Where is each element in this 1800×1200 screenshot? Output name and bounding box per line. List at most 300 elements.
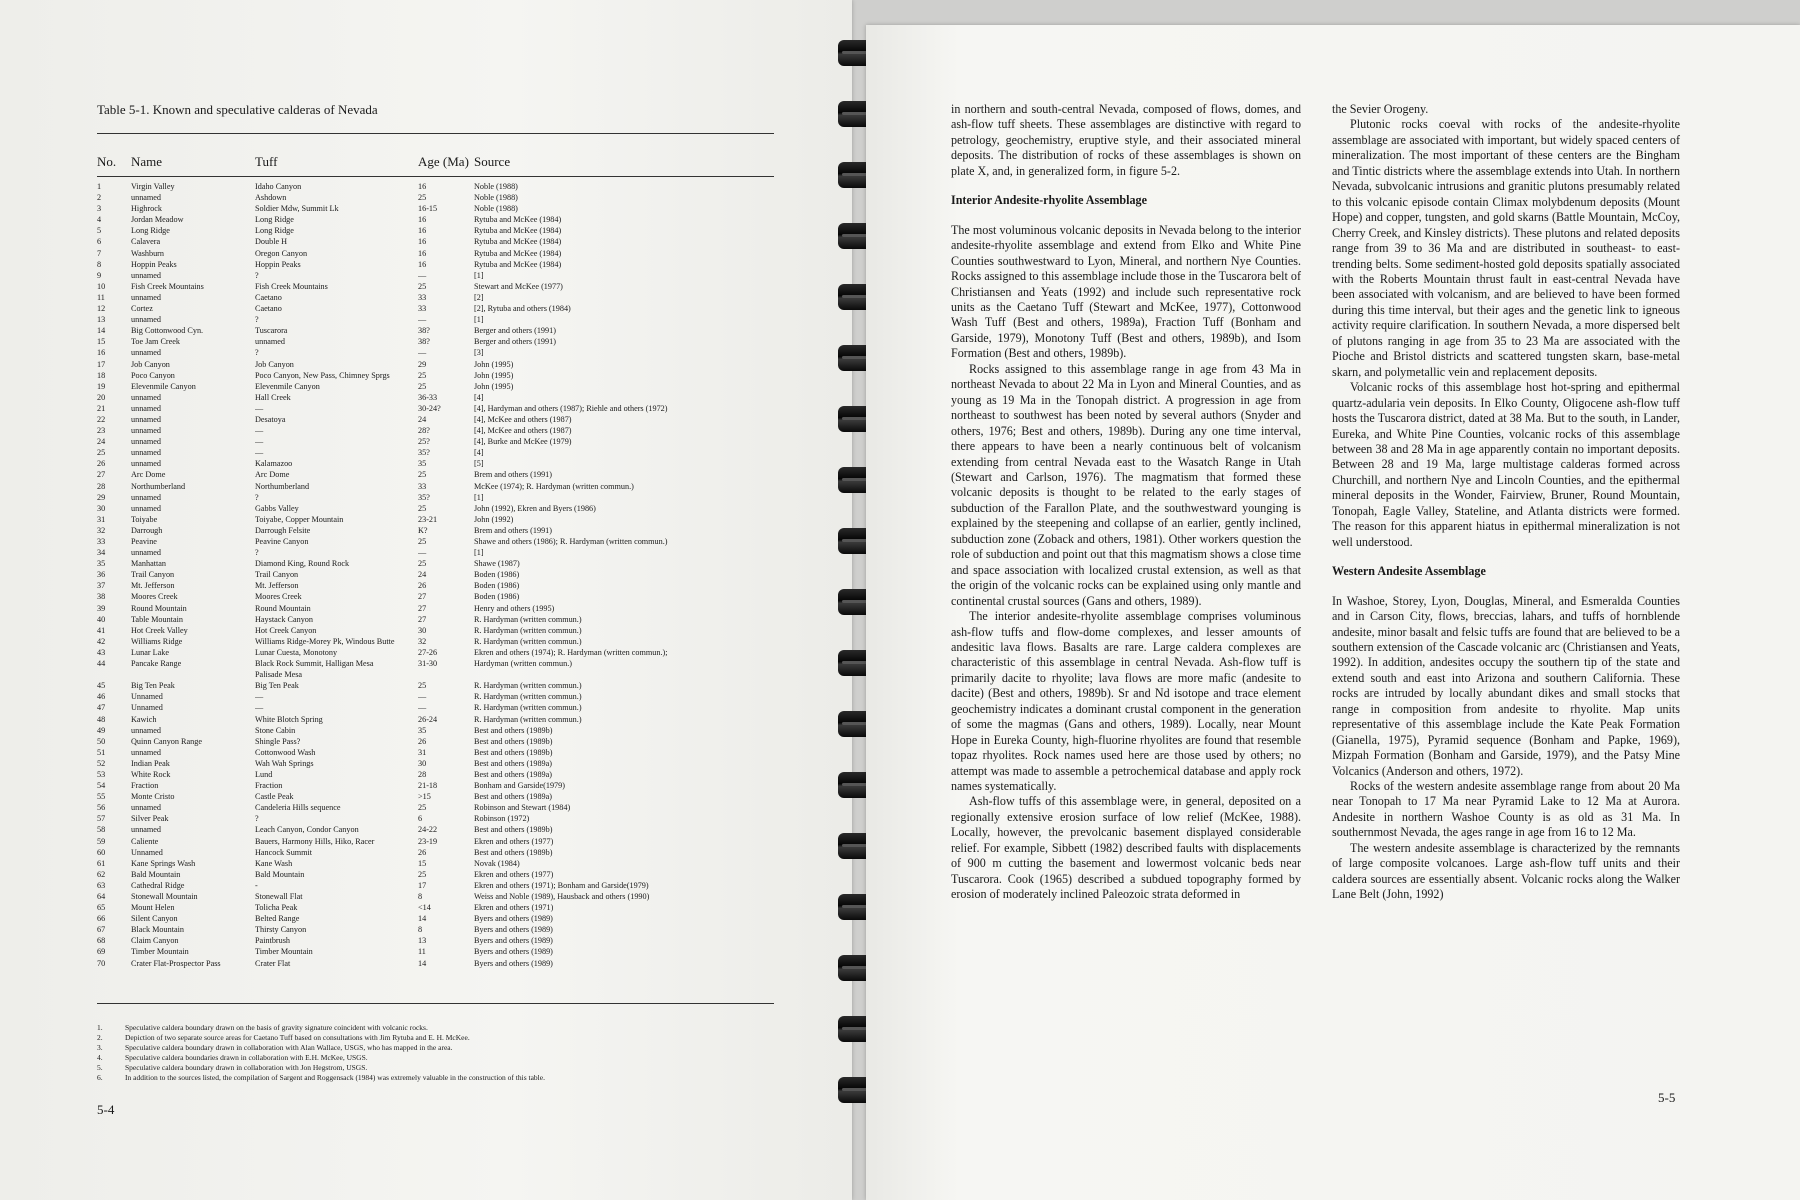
paragraph: the Sevier Orogeny. [1332, 102, 1429, 116]
cell-source: Boden (1986) [474, 570, 520, 580]
table-row [97, 436, 774, 447]
cell-no: 6 [97, 237, 102, 247]
cell-age [418, 669, 474, 680]
table-row [97, 836, 774, 847]
cell-no: 37 [97, 581, 106, 591]
cell-name: unnamed [131, 414, 162, 424]
cell-source: Best and others (1989a) [474, 769, 552, 779]
cell-no: 39 [97, 603, 106, 613]
cell-source: [5] [474, 459, 484, 469]
cell-tuff: Timber Mountain [255, 947, 313, 957]
table-row [97, 702, 774, 713]
cell-tuff: — [255, 692, 264, 702]
cell-source: John (1995) [474, 359, 514, 369]
cell-age: 16 [418, 215, 427, 225]
cell-age: 30-24? [418, 403, 441, 413]
cell-name: Kawich [131, 714, 157, 724]
cell-name: Washburn [131, 248, 164, 258]
table-row [97, 880, 774, 891]
cell-no: 11 [97, 292, 105, 302]
text-column-left [951, 102, 1301, 903]
cell-no: 70 [97, 958, 106, 968]
cell-no: 35 [97, 559, 106, 569]
table-row [97, 747, 774, 758]
cell-name: Mt. Jefferson [131, 581, 175, 591]
cell-source: John (1995) [474, 370, 514, 380]
cell-tuff: Double H [255, 237, 288, 247]
cell-name: Cathedral Ridge [131, 880, 185, 890]
table-row [97, 392, 774, 403]
footnote [97, 1073, 777, 1083]
cell-tuff: Stonewall Flat [255, 892, 303, 901]
cell-tuff: Stone Cabin [255, 725, 296, 735]
footnote-number: 2. [97, 1033, 103, 1043]
cell-name [131, 669, 255, 680]
cell-name: unnamed [131, 426, 162, 436]
cell-name: Monte Cristo [131, 792, 175, 802]
cell-no: 51 [97, 747, 106, 757]
cell-no: 67 [97, 925, 106, 935]
cell-name: Elevenmile Canyon [131, 381, 196, 391]
cell-no: 40 [97, 614, 106, 624]
cell-source: [2] [474, 292, 484, 302]
table-row [97, 658, 774, 669]
cell-source: Ekren and others (1974); R. Hardyman (written commun.); [474, 647, 668, 657]
cell-age: 27 [418, 614, 427, 624]
cell-source: Byers and others (1989) [474, 925, 553, 935]
cell-no: 69 [97, 947, 106, 957]
table-row [97, 769, 774, 780]
cell-name: Peavine [131, 537, 157, 546]
cell-age: 32 [418, 636, 427, 646]
cell-name: Northumberland [131, 481, 186, 491]
table-row [97, 725, 774, 736]
footnote-text: In addition to the sources listed, the compilation of Sargent and Roggensack (1984) was extremely valuable in the construction of this table. [125, 1073, 545, 1083]
cell-source: Novak (1984) [474, 858, 520, 868]
cell-name: Toe Jam Creek [131, 337, 180, 347]
table-row [97, 314, 774, 325]
table-row [97, 847, 774, 858]
cell-name: unnamed [131, 437, 162, 447]
cell-tuff: Thirsty Canyon [255, 925, 307, 935]
cell-tuff: ? [255, 814, 259, 824]
cell-source: Noble (1988) [474, 204, 518, 214]
cell-source: Ekren and others (1977) [474, 836, 554, 846]
cell-source: R. Hardyman (written commun.) [474, 703, 582, 713]
cell-source: [4], Burke and McKee (1979) [474, 437, 572, 447]
cell-age: 33 [418, 304, 427, 314]
cell-source: Best and others (1989b) [474, 747, 553, 757]
cell-name: unnamed [131, 803, 162, 813]
table-row [97, 214, 774, 225]
cell-tuff: — [255, 437, 264, 447]
cell-source: Shawe and others (1986); R. Hardyman (written commun.) [474, 537, 668, 546]
footnote-number: 5. [97, 1063, 103, 1073]
cell-age: 25? [418, 437, 430, 447]
cell-name: Lunar Lake [131, 647, 169, 657]
table-row [97, 591, 774, 602]
footnote-number: 6. [97, 1073, 103, 1083]
cell-age: 35? [418, 448, 430, 458]
cell-name: Caliente [131, 836, 159, 846]
table-header [97, 150, 774, 181]
cell-tuff: Caetano [255, 292, 282, 302]
cell-age: 36-33 [418, 392, 438, 402]
cell-tuff: Shingle Pass? [255, 736, 301, 746]
cell-source: Byers and others (1989) [474, 947, 553, 957]
cell-name: unnamed [131, 747, 162, 757]
paragraph: The interior andesite-rhyolite assemblage comprises voluminous ash-flow tuffs and flow-dome complexes, and lesser amounts of andesitic lava flows. Basalts are rare. Large caldera complexes are characteristic of this assemblage in central Nevada. Ash-flow tuff is primarily dacite to rhyolite; lava flows are more mafic (andesite to dacite) (Best and others, 1989b). Sr and Nd isotope and trace element geochemistry indicates a dominant crustal component in the generation of some the magmas (Gans and others, 1989). Locally, near Mount Hope in Eureka County, high-fluorine rhyolites are found that resemble topaz rhyolites. Rock names used here are those used by others; no attempt was made to assemble a petrochemical database and apply rock names systematically. [951, 609, 1301, 794]
cell-source: [4] [474, 392, 484, 402]
cell-age: 14 [418, 958, 427, 968]
table-row [97, 625, 774, 636]
table-row [97, 514, 774, 525]
cell-tuff: Diamond King, Round Rock [255, 559, 350, 569]
cell-age: 21-18 [418, 781, 438, 791]
table-row [97, 447, 774, 458]
cell-name: Calavera [131, 237, 161, 247]
cell-no: 59 [97, 836, 106, 846]
cell-name: unnamed [131, 270, 162, 280]
table-row [97, 414, 774, 425]
cell-tuff: Elevenmile Canyon [255, 381, 320, 391]
cell-no: 44 [97, 659, 106, 669]
cell-name: Darrough [131, 525, 163, 535]
cell-tuff: Ashdown [255, 193, 287, 203]
cell-no: 15 [97, 337, 106, 347]
table-row [97, 603, 774, 614]
cell-age: 25 [418, 537, 427, 546]
cell-source: [1] [474, 270, 484, 280]
table-row [97, 503, 774, 514]
cell-tuff: Northumberland [255, 481, 310, 491]
cell-age: 15 [418, 858, 427, 868]
table-row [97, 192, 774, 203]
cell-no: 61 [97, 858, 106, 868]
cell-tuff: Candeleria Hills sequence [255, 803, 341, 813]
header-tuff: Tuff [255, 154, 278, 169]
cell-no: 64 [97, 892, 106, 901]
table-row [97, 469, 774, 480]
cell-tuff: ? [255, 348, 259, 358]
section-heading-western-andesite: Western Andesite Assemblage [1332, 564, 1486, 579]
cell-source: Best and others (1989b) [474, 825, 553, 835]
paragraph: Plutonic rocks coeval with rocks of the andesite-rhyolite assemblage are associated with important, but widely spaced centers of mineralization. The most important of these centers are the Bingham and Tintic districts where the assemblage extends into Utah. In northern Nevada, subvolcanic intrusions and granitic plutons presumably related to this volcanic episode contain Climax molybdenum deposits (Mount Hope) and copper, tungsten, and gold skarns (Battle Mountain, McCoy, Cherry Creek, and Kinsley districts). These plutons and related deposits range from 39 to 36 Ma and are distributed in southeast- to east-trending belts. Some sediment-hosted gold deposits spatially associated with the Roberts Mountain thrust fault in east-central Nevada have been associated with volcanism, and are believed to have been formed during this time interval, but their ages and the genetic link to igneous activity require clarification. In southern Nevada, a more dispersed belt of plutons ranging in age from 35 to 23 Ma are associated with the Pioche and Bristol districts and scattered tungsten skarn, base-metal skarn, and polymetallic vein and replacement deposits. [1332, 117, 1680, 379]
cell-age: K? [418, 525, 428, 535]
cell-no: 30 [97, 503, 106, 513]
cell-no: 7 [97, 248, 102, 258]
cell-name: Unnamed [131, 847, 163, 857]
cell-no: 62 [97, 869, 106, 879]
header-source: Source [474, 154, 511, 169]
cell-no: 26 [97, 459, 106, 469]
cell-tuff: Bauers, Harmony Hills, Hiko, Racer [255, 836, 375, 846]
cell-tuff: — [255, 426, 264, 436]
cell-no: 63 [97, 880, 106, 890]
table-row [97, 902, 774, 913]
cell-name: Poco Canyon [131, 370, 175, 380]
cell-source: Hardyman (written commun.) [474, 659, 572, 669]
cell-source: [1] [474, 548, 484, 558]
table-title: Table 5-1. Known and speculative calderas of Nevada [97, 102, 378, 117]
cell-no: 43 [97, 647, 106, 657]
cell-name: Unnamed [131, 692, 163, 702]
cell-tuff: Peavine Canyon [255, 537, 309, 546]
cell-age: 25 [418, 503, 427, 513]
cell-no: 54 [97, 781, 106, 791]
paragraph: Volcanic rocks of this assemblage host hot-spring and epithermal quartz-adularia vein deposits. In Elko County, Oligocene ash-flow tuff hosts the Tuscarora district, dated at 38 Ma. But to the south, in Lander, Eureka, and White Pine Counties, volcanic rocks of this assemblage between 38 and 28 Ma in age apparently contain no important deposits. Between 28 and 19 Ma, large multistage calderas formed across Churchill, and northern Nye and Lincoln Counties, and the epithermal mineral deposits in the Wonder, Fairview, Bruner, Round Mountain, Tonopah, Eagle Valley, Stateline, and Atlanta districts were formed. The reason for this apparent hiatus in epithermal mineralization is not well understood. [1332, 380, 1680, 549]
cell-tuff: Long Ridge [255, 226, 294, 236]
cell-age: 14 [418, 914, 427, 924]
cell-tuff: Trail Canyon [255, 570, 299, 580]
cell-source: Weiss and Noble (1989), Hausback and others (1990) [474, 892, 650, 901]
cell-tuff: Poco Canyon, New Pass, Chimney Sprgs [255, 370, 390, 380]
cell-name: Highrock [131, 204, 162, 214]
cell-no: 21 [97, 403, 106, 413]
cell-no: 27 [97, 470, 106, 480]
cell-tuff: Crater Flat [255, 958, 291, 968]
cell-no: 9 [97, 270, 102, 280]
cell-age: 25 [418, 681, 427, 691]
cell-no: 25 [97, 448, 106, 458]
cell-name: Virgin Valley [131, 182, 175, 191]
cell-no: 42 [97, 636, 106, 646]
cell-no: 33 [97, 537, 106, 546]
cell-age: 24-22 [418, 825, 438, 835]
footnote-text: Speculative caldera boundary drawn on the basis of gravity signature coincident with volcanic rocks. [125, 1023, 428, 1032]
cell-name: Table Mountain [131, 614, 183, 624]
cell-name: Black Mountain [131, 925, 184, 935]
cell-name: Silver Peak [131, 814, 169, 824]
footnote [97, 1023, 777, 1033]
cell-no: 58 [97, 825, 106, 835]
cell-age: 24 [418, 570, 427, 580]
cell-no: 4 [97, 215, 102, 225]
cell-no: 18 [97, 370, 106, 380]
cell-tuff: Idaho Canyon [255, 182, 302, 191]
cell-tuff: Wah Wah Springs [255, 758, 314, 768]
cell-source: R. Hardyman (written commun.) [474, 714, 582, 724]
cell-age: 25 [418, 281, 427, 291]
cell-tuff: — [255, 448, 264, 458]
table-row [97, 292, 774, 303]
cell-source: Best and others (1989b) [474, 725, 553, 735]
cell-age: 29 [418, 359, 427, 369]
paragraph: The most voluminous volcanic deposits in Nevada belong to the interior andesite-rhyolite assemblage and extend from Elko and White Pine Counties southwestward to Lyon, Mineral, and northern Nye Counties. Rocks assigned to this assemblage include those in the Tuscarora belt of Christiansen and Yeats (1992) and include such representative rock units as the Caetano Tuff (Stewart and McKee, 1977), Cottonwood Wash Tuff (Best and others, 1989a), Fraction Tuff (Bonham and Garside, 1979), Monotony Tuff (Best and others, 1989b), and Isom Formation (Best and others, 1989b). [951, 222, 1301, 361]
cell-tuff: Fish Creek Mountains [255, 281, 328, 291]
cell-source: Rytuba and McKee (1984) [474, 237, 562, 247]
cell-source: Rytuba and McKee (1984) [474, 215, 562, 225]
cell-age: 25 [418, 869, 427, 879]
cell-name: Crater Flat-Prospector Pass [131, 958, 221, 968]
cell-age: 16 [418, 182, 427, 191]
cell-age: 23-21 [418, 514, 438, 524]
cell-tuff: Lunar Cuesta, Monotony [255, 647, 338, 657]
cell-tuff: — [255, 403, 264, 413]
cell-no: 52 [97, 758, 106, 768]
cell-age: 25 [418, 370, 427, 380]
cell-no: 53 [97, 769, 106, 779]
cell-age: 28? [418, 426, 430, 436]
cell-no: 2 [97, 193, 102, 203]
footnote [97, 1053, 777, 1063]
cell-source: Best and others (1989b) [474, 736, 553, 746]
paragraph: Rocks of the western andesite assemblage range from about 20 Ma near Tonopah to 17 Ma near Pyramid Lake to 12 Ma at Aurora. Andesite in northern Washoe County is as old as 31 Ma. In southernmost Nevada, the ages range in age from 16 to 12 Ma. [1332, 779, 1680, 840]
cell-no: 45 [97, 681, 106, 691]
table-row [97, 181, 774, 192]
cell-tuff: Lund [255, 769, 273, 779]
cell-name: unnamed [131, 315, 162, 325]
cell-age: 33 [418, 292, 427, 302]
cell-source: Henry and others (1995) [474, 603, 555, 613]
cell-tuff: Round Mountain [255, 603, 311, 613]
cell-age: 30 [418, 625, 427, 635]
cell-tuff: Bald Mountain [255, 869, 305, 879]
cell-no: 48 [97, 714, 106, 724]
cell-tuff: Long Ridge [255, 215, 294, 225]
cell-name: unnamed [131, 348, 162, 358]
cell-age: 27-26 [418, 647, 438, 657]
table-row [97, 536, 774, 547]
cell-source: R. Hardyman (written commun.) [474, 681, 582, 691]
cell-source: Berger and others (1991) [474, 326, 556, 336]
cell-no: 46 [97, 692, 106, 702]
cell-name: Unnamed [131, 703, 163, 713]
table-top-rule [97, 133, 774, 134]
cell-age: — [418, 692, 427, 702]
table-row [97, 547, 774, 558]
cell-no: 32 [97, 525, 106, 535]
cell-source: Ekren and others (1971) [474, 903, 554, 913]
cell-tuff: Leach Canyon, Condor Canyon [255, 825, 359, 835]
cell-tuff: Cottonwood Wash [255, 747, 316, 757]
table-row [97, 325, 774, 336]
cell-no: 36 [97, 570, 106, 580]
page-number-left: 5-4 [97, 1102, 115, 1117]
cell-name: Mount Helen [131, 903, 175, 913]
table-row [97, 303, 774, 314]
cell-no: 49 [97, 725, 106, 735]
table-row [97, 236, 774, 247]
cell-age: 26 [418, 581, 427, 591]
cell-age: 25 [418, 470, 427, 480]
table-row [97, 680, 774, 691]
cell-no: 13 [97, 315, 106, 325]
cell-source: John (1995) [474, 381, 514, 391]
footnote [97, 1063, 777, 1073]
cell-name: unnamed [131, 448, 162, 458]
cell-age: — [418, 548, 427, 558]
cell-name: Pancake Range [131, 659, 182, 669]
cell-tuff: Black Rock Summit, Halligan Mesa [255, 659, 374, 669]
cell-name: Timber Mountain [131, 947, 189, 957]
cell-name: Cortez [131, 304, 153, 314]
cell-source: Rytuba and McKee (1984) [474, 259, 562, 269]
table-row [97, 403, 774, 414]
section-heading-interior-andesite-rhyolite: Interior Andesite-rhyolite Assemblage [951, 193, 1147, 208]
cell-tuff: ? [255, 315, 259, 325]
cell-tuff: Job Canyon [255, 359, 294, 369]
cell-age: 24 [418, 414, 427, 424]
cell-source: Stewart and McKee (1977) [474, 281, 563, 291]
cell-name: Manhattan [131, 559, 167, 569]
table-row [97, 691, 774, 702]
cell-name: unnamed [131, 392, 162, 402]
cell-name: Kane Springs Wash [131, 858, 196, 868]
cell-source: Brem and others (1991) [474, 525, 552, 535]
cell-source: Brem and others (1991) [474, 470, 552, 480]
table-body [97, 181, 774, 969]
table-row [97, 225, 774, 236]
cell-tuff: Williams Ridge-Morey Pk, Windous Butte [255, 636, 395, 646]
cell-no: 60 [97, 847, 106, 857]
table-row [97, 758, 774, 769]
header-age: Age (Ma) [418, 154, 469, 169]
paragraph: The western andesite assemblage is characterized by the remnants of large composite volcanoes. Large ash-flow tuff units and their caldera sources are essentially absent. Volcanic rocks along the Walker Lane Belt (John, 1992) [1332, 840, 1680, 902]
cell-source: [4], McKee and others (1987) [474, 414, 572, 424]
footnote-number: 4. [97, 1053, 103, 1063]
cell-name: unnamed [131, 725, 162, 735]
cell-source: [4] [474, 448, 484, 458]
table-row [97, 248, 774, 259]
cell-source: Boden (1986) [474, 581, 520, 591]
table-row [97, 381, 774, 392]
cell-age: 25 [418, 193, 427, 203]
cell-no: 31 [97, 514, 106, 524]
table-row [97, 525, 774, 536]
cell-tuff: ? [255, 270, 259, 280]
text-column-right [1332, 102, 1680, 903]
header-name: Name [131, 154, 163, 169]
cell-age: 30 [418, 758, 427, 768]
cell-tuff: Mt. Jefferson [255, 581, 299, 591]
cell-age: 8 [418, 892, 423, 901]
cell-source: Robinson (1972) [474, 814, 530, 824]
table-notes [97, 1023, 777, 1084]
cell-tuff: Fraction [255, 781, 283, 791]
cell-age: 26 [418, 847, 427, 857]
table-row [97, 946, 774, 957]
cell-source: [1] [474, 492, 484, 502]
paragraph: Rocks assigned to this assemblage range in age from 43 Ma in northeast Nevada to about 22 Ma in Lyon and Mineral Counties, and as young as 19 Ma in the Tonopah district. A progression in age from northeast to southwest has been noted by several authors (Snyder and others, 1976; Best and others, 1989b). During any one time interval, there appears to have been a nearly continuous belt of volcanism extending from central Nevada east to the Wasatch Range in Utah (Stewart and Carlson, 1976). The magmatism that formed these volcanic deposits is thought to be related to the early stages of subduction of the Farallon Plate, and the southwestward younging is explained by the steepening and collapse of an earlier, gently inclined, subduction zone (Zoback and others, 1981). Other workers question the role of subduction and point out that this magmatism shows a close time and space association with localized crustal extension, as well as that the origin of the volcanic rocks can be explained using only mantle and continental crustal sources (Gans and others, 1989). [951, 361, 1301, 608]
cell-tuff: Haystack Canyon [255, 614, 313, 624]
cell-name: White Rock [131, 769, 171, 779]
table-row [97, 913, 774, 924]
cell-age: 16-15 [418, 204, 438, 214]
footnote-text: Speculative caldera boundaries drawn in collaboration with E.H. McKee, USGS. [125, 1053, 368, 1063]
cell-age: — [418, 270, 427, 280]
cell-age: 35 [418, 459, 427, 469]
paragraph: in northern and south-central Nevada, composed of flows, domes, and ash-flow tuff sheets. These assemblages are distinctive with regard to petrology, geochemistry, eruptive style, and their associated mineral deposits. The distribution of rocks of these assemblages is shown on plate X, and, in generalized form, in figure 5-2. [951, 102, 1301, 178]
cell-source: Berger and others (1991) [474, 337, 556, 347]
cell-name: Stonewall Mountain [131, 892, 198, 901]
cell-age: — [418, 348, 427, 358]
footnote-text: Speculative caldera boundary drawn in collaboration with Alan Wallace, USGS, who has mapped in the area. [125, 1043, 453, 1053]
cell-source: [2], Rytuba and others (1984) [474, 304, 571, 314]
cell-name: Fraction [131, 781, 159, 791]
cell-name: unnamed [131, 825, 162, 835]
table-row [97, 203, 774, 214]
left-page [0, 0, 852, 1200]
cell-name: Moores Creek [131, 592, 178, 602]
cell-name: Indian Peak [131, 758, 170, 768]
table-row [97, 780, 774, 791]
cell-age: 28 [418, 769, 427, 779]
cell-age: 27 [418, 603, 427, 613]
cell-source: R. Hardyman (written commun.) [474, 692, 582, 702]
footnote-number: 1. [97, 1023, 103, 1032]
cell-age: 25 [418, 381, 427, 391]
